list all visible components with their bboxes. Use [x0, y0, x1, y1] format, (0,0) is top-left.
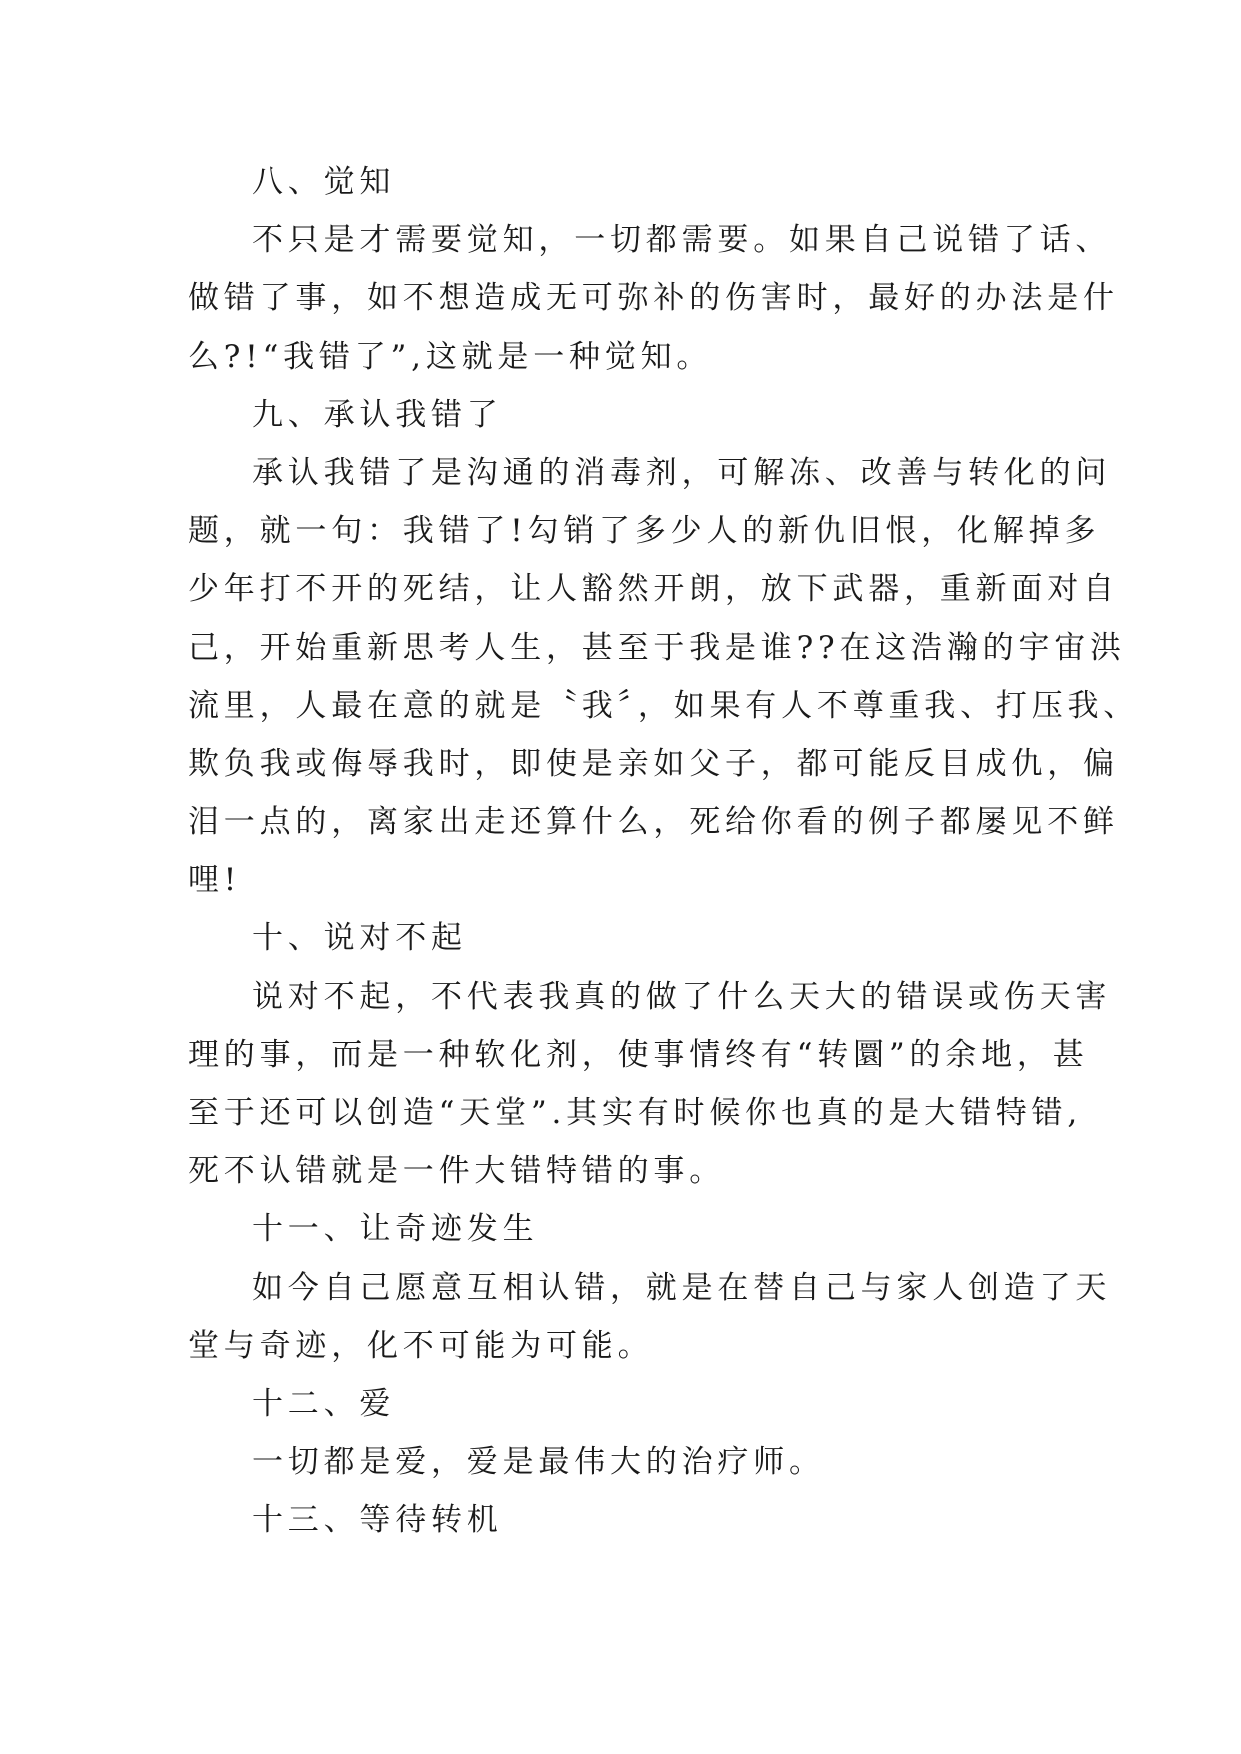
- document-body: [188, 153, 1140, 1550]
- paragraph-line: 不只是才需要觉知，一切都需要。如果自己说错了话、: [252, 222, 1112, 259]
- section-heading-wait-turnaround: 十三、等待转机: [252, 1502, 503, 1539]
- section-heading-miracle: 十一、让奇迹发生: [252, 1211, 539, 1248]
- paragraph-line: 少年打不开的死结，让人豁然开朗，放下武器，重新面对自: [188, 571, 1119, 608]
- paragraph-line: 死不认错就是一件大错特错的事。: [188, 1153, 725, 1190]
- section-heading-awareness: 八、觉知: [252, 164, 396, 200]
- paragraph-line: 承认我错了是沟通的消毒剂，可解冻、改善与转化的问: [252, 454, 1112, 491]
- paragraph-line: 至于还可以创造“天堂”.其实有时候你也真的是大错特错,: [188, 1095, 1083, 1131]
- paragraph-line: 题，就一句：我错了!勾销了多少人的新仇旧恨，化解掉多: [188, 513, 1101, 550]
- paragraph-line: 泪一点的，离家出走还算什么，死给你看的例子都屡见不鲜: [188, 804, 1119, 841]
- paragraph-line: 如今自己愿意互相认错，就是在替自己与家人创造了天: [252, 1269, 1112, 1306]
- section-heading-love: 十二、爱: [252, 1385, 396, 1422]
- section-heading-admit-mistake: 九、承认我错了: [252, 396, 503, 433]
- paragraph-line: 己，开始重新思考人生，甚至于我是谁??在这浩瀚的宇宙洪: [188, 629, 1126, 666]
- paragraph-line: 说对不起，不代表我真的做了什么天大的错误或伤天害: [252, 978, 1112, 1015]
- paragraph-line: 欺负我或侮辱我时，即使是亲如父子，都可能反目成仇，偏: [188, 745, 1119, 782]
- paragraph-line: 做错了事，如不想造成无可弥补的伤害时，最好的办法是什: [188, 280, 1119, 317]
- paragraph-line: 理的事，而是一种软化剂，使事情终有“转圜”的余地，甚: [188, 1036, 1089, 1073]
- paragraph-line: 流里，人最在意的就是〝我〞，如果有人不尊重我、打压我、: [188, 687, 1140, 724]
- paragraph-line: 一切都是爱，爱是最伟大的治疗师。: [252, 1444, 825, 1481]
- section-heading-say-sorry: 十、说对不起: [252, 920, 467, 957]
- paragraph-line: 么?!“我错了”,这就是一种觉知。: [188, 338, 713, 375]
- paragraph-line: 堂与奇迹，化不可能为可能。: [188, 1327, 654, 1364]
- paragraph-line: 哩!: [188, 862, 242, 899]
